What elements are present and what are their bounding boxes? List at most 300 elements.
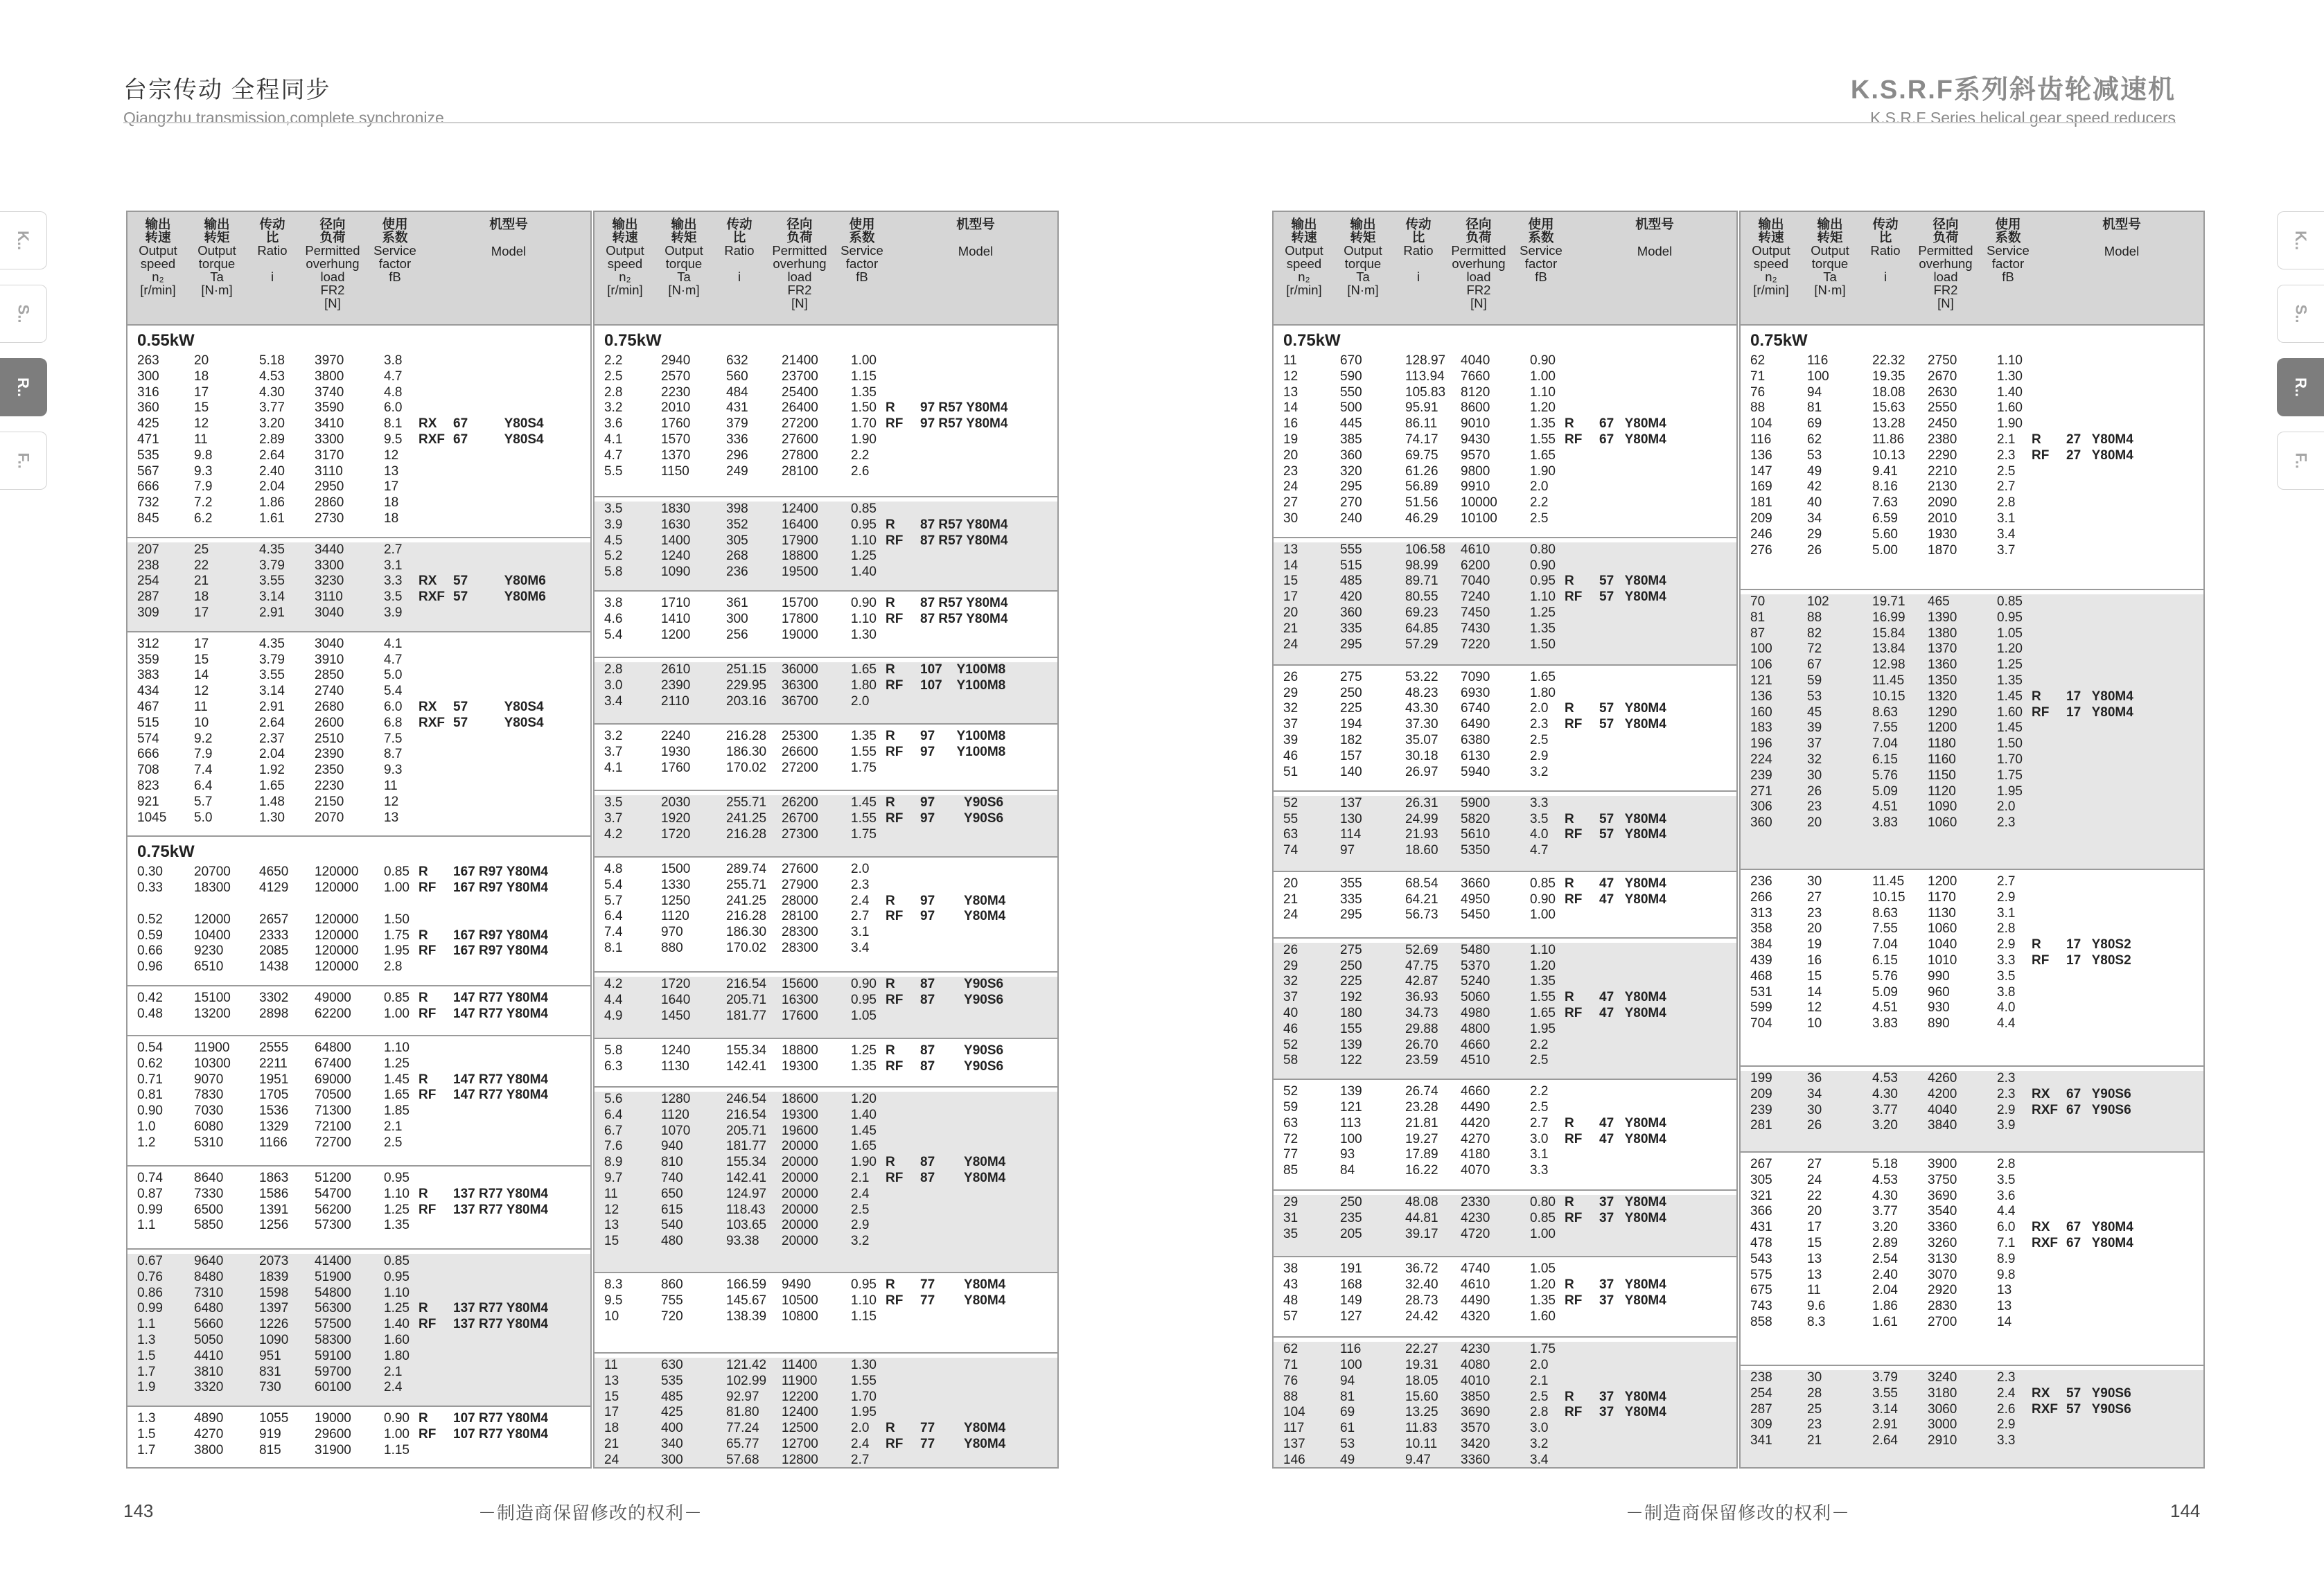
header-speed xyxy=(130,218,186,296)
column-values-c4: 465 1390 1380 1370 1360 1350 1320 1290 1200 1180 1160 1150 1120 1090 1060 xyxy=(1928,594,1957,831)
side-tab-label: K.. xyxy=(15,230,33,251)
table-section xyxy=(595,977,1057,1039)
column-values-c6: R RF xyxy=(886,977,904,1007)
column-values-c1: 207 238 254 287 309 xyxy=(137,542,159,620)
column-values-c6: R RF xyxy=(2032,689,2050,720)
header-load xyxy=(1444,218,1513,310)
column-values-c3: 289.74 255.71 241.25 216.28 186.30 170.02 xyxy=(726,862,767,955)
column-values-c3: 1863 1586 1391 1256 xyxy=(259,1170,289,1233)
table-section xyxy=(595,662,1057,725)
series-title: K.S.R.F系列斜齿轮减速机 xyxy=(1850,76,2176,105)
header-factor-en: Service factor fB xyxy=(1987,243,2030,284)
header-model-cn: 机型号 xyxy=(1635,217,1674,231)
column-values-c4: 4230 4080 4010 3850 3690 3570 3420 3360 xyxy=(1461,1342,1490,1467)
header-torque-en: Output torque Ta [N·m] xyxy=(1811,243,1849,297)
column-values-c2: 30 27 23 20 19 16 15 14 12 10 xyxy=(1807,874,1822,1031)
table-section xyxy=(1741,326,2203,590)
header-factor-cn: 使用 系数 xyxy=(1995,217,2021,245)
table-section xyxy=(1274,1261,1736,1338)
column-values-c1: 3.5 3.7 4.2 xyxy=(604,795,623,842)
side-tab-k[interactable] xyxy=(0,211,47,269)
column-values-c2: 15100 13200 xyxy=(194,990,231,1021)
side-tabs-left xyxy=(0,211,47,505)
header-load xyxy=(765,218,834,310)
column-values-c6: RX RXF xyxy=(2032,1220,2058,1250)
column-values-c4: 12400 16400 17900 18800 19500 xyxy=(782,502,818,580)
column-values-c7: 97 Y100M8 97 Y100M8 xyxy=(920,729,1006,759)
column-values-c5: 0.85 1.00 xyxy=(384,990,410,1021)
column-values-c2: 4890 4270 3800 xyxy=(194,1411,224,1457)
column-values-c6: R RF xyxy=(1565,1389,1583,1420)
column-values-c7: 67 Y90S6 67 Y90S6 xyxy=(2066,1086,2131,1117)
column-values-c5: 0.90 0.95 1.05 xyxy=(851,977,877,1023)
column-values-c1: 4.8 5.4 5.7 6.4 7.4 8.1 xyxy=(604,862,623,955)
column-values-c5: 0.90 1.00 1.15 xyxy=(384,1411,410,1457)
column-values-c5: 0.85 1.00 1.50 1.75 1.95 2.8 xyxy=(384,865,410,975)
table-section xyxy=(1741,1157,2203,1366)
column-values-c6: R RF xyxy=(419,990,437,1021)
column-values-c5: 3.8 4.7 4.8 6.0 8.1 9.5 12 13 17 18 18 xyxy=(384,353,403,526)
column-values-c4: 5900 5820 5610 5350 xyxy=(1461,795,1490,858)
column-values-c2: 670 590 550 500 445 385 360 320 295 270 240 xyxy=(1340,353,1362,526)
column-values-c2: 860 755 720 xyxy=(661,1277,683,1324)
column-values-c7: 37 Y80M4 37 Y80M4 xyxy=(1599,1195,1666,1225)
header-factor-cn: 使用 系数 xyxy=(1528,217,1554,245)
column-values-c6: RX RXF xyxy=(2032,1385,2058,1417)
column-values-c2: 1710 1410 1200 xyxy=(661,596,691,642)
header-ratio xyxy=(715,218,764,283)
header-load xyxy=(298,218,367,310)
column-values-c3: 3.79 3.55 3.14 2.91 2.64 xyxy=(1872,1370,1898,1448)
column-values-c1: 2.8 3.0 3.4 xyxy=(604,662,623,709)
column-values-c1: 5.6 6.4 6.7 7.6 8.9 9.7 11 12 13 15 xyxy=(604,1092,623,1249)
column-values-c7: 97 R57 Y80M4 97 R57 Y80M4 xyxy=(920,400,1008,432)
column-values-c1: 62 71 76 88 104 117 137 146 xyxy=(1283,1342,1305,1467)
header-torque-en: Output torque Ta [N·m] xyxy=(664,243,703,297)
header-factor-cn: 使用 系数 xyxy=(382,217,408,245)
column-values-c4: 2330 4230 4720 xyxy=(1461,1195,1490,1241)
spec-table-3 xyxy=(1272,211,1738,1469)
column-values-c7: 57 Y90S6 57 Y90S6 xyxy=(2066,1385,2131,1417)
side-tab-label: S.. xyxy=(15,304,33,323)
header-load-cn: 径向 负荷 xyxy=(319,217,346,245)
header-ratio-cn: 传动 比 xyxy=(726,217,752,245)
side-tab-r[interactable] xyxy=(0,358,47,416)
column-values-c2: 116 100 94 81 69 61 53 49 xyxy=(1340,1342,1362,1467)
column-values-c1: 0.54 0.62 0.71 0.81 0.90 1.0 1.2 xyxy=(137,1040,163,1150)
column-values-c7: 87 Y90S6 87 Y90S6 xyxy=(920,977,1004,1007)
column-values-c6: R RF xyxy=(2032,432,2050,463)
column-values-c2: 1500 1330 1250 1120 970 880 xyxy=(661,862,691,955)
header-ratio-en: Ratio i xyxy=(1403,243,1434,284)
header-model xyxy=(432,218,585,258)
table-section xyxy=(1274,1342,1736,1469)
column-values-c5: 0.90 1.10 1.30 xyxy=(851,596,877,642)
table-section xyxy=(595,729,1057,791)
column-values-c1: 70 81 87 100 106 121 136 160 183 196 224 239 271 306 360 xyxy=(1750,594,1772,831)
column-values-c3: 26.74 23.28 21.81 19.27 17.89 16.22 xyxy=(1405,1084,1438,1178)
column-values-c4: 5480 5370 5240 5060 4980 4800 4660 4510 xyxy=(1461,942,1490,1068)
table-section xyxy=(595,862,1057,973)
rights-notice-left: －制造商保留修改的权利－ xyxy=(478,1502,703,1523)
column-values-c7: 57 Y80M6 57 Y80M6 xyxy=(453,574,546,605)
rights-notice-right: －制造商保留修改的权利－ xyxy=(1626,1502,1851,1523)
column-values-c4: 3440 3300 3230 3110 3040 xyxy=(315,542,344,620)
spec-table-2 xyxy=(593,211,1059,1469)
column-values-c3: 19.71 16.99 15.84 13.84 12.98 11.45 10.15 8.63 7.55 7.04 6.15 5.76 5.09 4.51 3.83 xyxy=(1872,594,1905,831)
header-speed-cn: 输出 转速 xyxy=(1758,217,1784,245)
column-values-c1: 3.5 3.9 4.5 5.2 5.8 xyxy=(604,502,623,580)
header-torque-cn: 输出 转矩 xyxy=(1817,217,1843,245)
column-values-c6: R RF xyxy=(886,596,904,626)
column-values-c3: 53.22 48.23 43.30 37.30 35.07 30.18 26.97 xyxy=(1405,669,1438,779)
column-values-c2: 102 88 82 72 67 59 53 45 39 37 32 30 26 23 20 xyxy=(1807,594,1829,831)
column-values-c4: 15700 17800 19000 xyxy=(782,596,818,642)
column-values-c6: RX RXF xyxy=(419,574,445,605)
side-tab-s[interactable] xyxy=(0,285,47,343)
column-values-c7: 17 Y80S2 17 Y80S2 xyxy=(2066,937,2131,968)
header-model-cn: 机型号 xyxy=(489,217,528,231)
column-values-c6: R RF xyxy=(1565,811,1583,842)
column-values-c5: 0.85 0.95 1.10 1.25 1.40 xyxy=(851,502,877,580)
side-tabs-right xyxy=(2277,211,2324,505)
column-values-c2: 11900 10300 9070 7830 7030 6080 5310 xyxy=(194,1040,231,1150)
column-values-c4: 64800 67400 69000 70500 71300 72100 72700 xyxy=(315,1040,351,1150)
header-model-en: Model xyxy=(2104,244,2140,258)
header-load-en: Permitted overhung load FR2 [N] xyxy=(1918,243,1973,310)
column-values-c6: R RF xyxy=(1565,416,1583,447)
column-values-c4: 27600 27900 28000 28100 28300 28300 xyxy=(782,862,818,955)
header-left xyxy=(123,71,444,127)
column-values-c1: 11 13 15 17 18 21 24 xyxy=(604,1358,619,1467)
column-values-c6: R RF xyxy=(886,893,904,924)
column-values-c5: 1.65 1.80 2.0 2.3 2.5 2.9 3.2 xyxy=(1530,669,1556,779)
header-torque-cn: 输出 转矩 xyxy=(1350,217,1376,245)
column-values-c6: R RF xyxy=(886,1043,904,1074)
column-values-c7: 27 Y80M4 27 Y80M4 xyxy=(2066,432,2133,463)
header-torque xyxy=(1802,218,1858,296)
header-load-en: Permitted overhung load FR2 [N] xyxy=(772,243,827,310)
column-values-c7: 137 R77 Y80M4 137 R77 Y80M4 xyxy=(453,1186,548,1217)
column-values-c4: 11400 11900 12200 12400 12500 12700 12800 xyxy=(782,1358,818,1467)
header-load-cn: 径向 负荷 xyxy=(786,217,813,245)
column-values-c2: 25 22 21 18 17 xyxy=(194,542,209,620)
column-values-c6: R RF xyxy=(886,517,904,548)
column-values-c5: 2.8 3.5 3.6 4.4 6.0 7.1 8.9 9.8 13 13 14 xyxy=(1997,1157,2016,1329)
column-values-c5: 4.1 4.7 5.0 5.4 6.0 6.8 7.5 8.7 9.3 11 12 13 xyxy=(384,636,403,825)
column-values-c3: 255.71 241.25 216.28 xyxy=(726,795,767,842)
column-values-c3: 2073 1839 1598 1397 1226 1090 951 831 730 xyxy=(259,1253,289,1395)
brand-slogan-en: Qiangzhu transmission,complete synchronize xyxy=(123,109,444,127)
column-values-c2: 355 335 295 xyxy=(1340,876,1362,923)
header-torque-en: Output torque Ta [N·m] xyxy=(197,243,236,297)
column-values-c1: 199 209 239 281 xyxy=(1750,1071,1772,1133)
column-values-c5: 0.95 1.10 1.25 1.35 xyxy=(384,1170,410,1233)
column-values-c5: 0.85 0.95 1.10 1.25 1.40 1.60 1.80 2.1 2.4 xyxy=(384,1253,410,1395)
side-tab-f[interactable] xyxy=(0,432,47,490)
column-values-c4: 3040 3910 2850 2740 2680 2600 2510 2390 2350 2230 2150 2070 xyxy=(315,636,344,825)
column-values-c6: R RF xyxy=(886,1155,904,1185)
table-header xyxy=(1274,212,1736,326)
header-factor-en: Service factor fB xyxy=(1520,243,1562,284)
side-tab-r[interactable] xyxy=(2277,358,2324,416)
table-section xyxy=(1274,1195,1736,1257)
column-values-c3: 26.31 24.99 21.93 18.60 xyxy=(1405,795,1438,858)
column-values-c7: 57 Y80M4 57 Y80M4 xyxy=(1599,701,1666,732)
table-section xyxy=(595,326,1057,497)
column-values-c6: R RF xyxy=(419,1186,437,1217)
column-values-c2: 30 28 25 23 21 xyxy=(1807,1370,1822,1448)
column-values-c2: 275 250 225 192 180 155 139 122 xyxy=(1340,942,1362,1068)
header-load-en: Permitted overhung load FR2 [N] xyxy=(305,243,360,310)
column-values-c5: 1.05 1.20 1.35 1.60 xyxy=(1530,1261,1556,1324)
header-right xyxy=(1851,68,2176,127)
column-values-c4: 15600 16300 17600 xyxy=(782,977,818,1023)
side-tab-k[interactable] xyxy=(2277,211,2324,269)
header-model-en: Model xyxy=(491,244,527,258)
table-section xyxy=(127,991,590,1036)
column-values-c2: 250 235 205 xyxy=(1340,1195,1362,1241)
header-speed-en: Output speed n₂ [r/min] xyxy=(606,243,644,297)
column-values-c1: 11 12 13 14 16 19 20 23 24 27 30 xyxy=(1283,353,1299,526)
column-values-c6: R RF xyxy=(1565,876,1583,907)
column-values-c1: 5.8 6.3 xyxy=(604,1043,623,1074)
column-values-c3: 68.54 64.21 56.73 xyxy=(1405,876,1438,923)
side-tab-label: F.. xyxy=(2292,452,2310,469)
column-values-c1: 62 71 76 88 104 116 136 147 169 181 209 246 276 xyxy=(1750,353,1772,558)
column-values-c7: 47 Y80M4 47 Y80M4 xyxy=(1599,876,1666,907)
page-number-left: 143 xyxy=(123,1500,154,1521)
header-speed xyxy=(1276,218,1332,296)
column-values-c7: 167 R97 Y80M4 167 R97 Y80M4 167 R97 Y80M4 167 R97 Y80M4 xyxy=(453,865,548,959)
column-values-c7: 57 Y80M4 57 Y80M4 xyxy=(1599,574,1666,605)
column-values-c3: 4.35 3.79 3.55 3.14 2.91 xyxy=(259,542,285,620)
column-values-c6: R RF xyxy=(1565,1277,1583,1308)
column-values-c5: 0.80 0.85 1.00 xyxy=(1530,1195,1556,1241)
header-load-cn: 径向 负荷 xyxy=(1465,217,1492,245)
column-values-c1: 0.74 0.87 0.99 1.1 xyxy=(137,1170,163,1233)
column-values-c7: 107 R77 Y80M4 107 R77 Y80M4 xyxy=(453,1411,548,1442)
column-values-c3: 3302 2898 xyxy=(259,990,289,1021)
column-values-c5: 2.7 2.9 3.1 2.8 2.9 3.3 3.5 3.8 4.0 4.4 xyxy=(1997,874,2016,1031)
column-values-c5: 2.0 2.3 2.4 2.7 3.1 3.4 xyxy=(851,862,870,955)
column-values-c7: 47 Y80M4 47 Y80M4 xyxy=(1599,990,1666,1020)
column-values-c1: 267 305 321 366 431 478 543 575 675 743 858 xyxy=(1750,1157,1772,1329)
column-values-c7: 67 Y80S4 67 Y80S4 xyxy=(453,416,544,447)
column-values-c5: 1.75 2.0 2.1 2.5 2.8 3.0 3.2 3.4 xyxy=(1530,1342,1556,1467)
header-speed-en: Output speed n₂ [r/min] xyxy=(1752,243,1790,297)
header-factor xyxy=(1513,218,1569,283)
table-section xyxy=(595,596,1057,658)
column-values-c5: 3.3 3.5 4.0 4.7 xyxy=(1530,795,1549,858)
column-values-c3: 361 300 256 xyxy=(726,596,748,642)
side-tab-s[interactable] xyxy=(2277,285,2324,343)
header-model-cn: 机型号 xyxy=(956,217,995,231)
column-values-c5: 0.85 0.95 1.05 1.20 1.25 1.35 1.45 1.60 1.45 1.50 1.70 1.75 1.95 2.0 2.3 xyxy=(1997,594,2023,831)
column-values-c2: 1720 1640 1450 xyxy=(661,977,691,1023)
column-values-c1: 263 300 316 360 425 471 535 567 666 732 845 xyxy=(137,353,159,526)
column-values-c4: 36000 36300 36700 xyxy=(782,662,818,709)
header-ratio-cn: 传动 比 xyxy=(1872,217,1899,245)
column-values-c1: 13 14 15 17 20 21 24 xyxy=(1283,542,1299,652)
column-values-c5: 0.90 1.00 1.10 1.20 1.35 1.55 1.65 1.90 2.0 2.2 2.5 xyxy=(1530,353,1556,526)
header-ratio xyxy=(1394,218,1443,283)
column-values-c3: 1055 919 815 xyxy=(259,1411,289,1457)
header-speed-en: Output speed n₂ [r/min] xyxy=(1285,243,1323,297)
table-section xyxy=(127,1171,590,1250)
column-values-c6: R RF xyxy=(886,400,904,432)
header-torque-en: Output torque Ta [N·m] xyxy=(1344,243,1382,297)
header-model-en: Model xyxy=(1637,244,1673,258)
column-values-c5: 1.30 1.55 1.70 1.95 2.0 2.4 2.7 xyxy=(851,1358,877,1467)
header-torque-cn: 输出 转矩 xyxy=(671,217,697,245)
table-section xyxy=(127,1040,590,1167)
column-values-c1: 3.8 4.6 5.4 xyxy=(604,596,623,642)
column-values-c2: 630 535 485 425 400 340 300 xyxy=(661,1358,683,1467)
column-values-c5: 1.00 1.15 1.35 1.50 1.70 1.90 2.2 2.6 xyxy=(851,353,877,479)
column-values-c5: 1.10 1.20 1.35 1.55 1.65 1.95 2.2 2.5 xyxy=(1530,942,1556,1068)
column-values-c6: R RF xyxy=(886,729,904,759)
column-values-c5: 2.3 2.4 2.6 2.9 3.3 xyxy=(1997,1370,2016,1448)
header-ratio xyxy=(1861,218,1910,283)
table-section xyxy=(595,1043,1057,1088)
header-divider xyxy=(123,122,2176,123)
column-values-c2: 20700 18300 12000 10400 9230 6510 xyxy=(194,865,231,975)
column-values-c7: 87 Y90S6 87 Y90S6 xyxy=(920,1043,1004,1074)
column-values-c6: R RF xyxy=(886,662,904,693)
header-model-en: Model xyxy=(958,244,994,258)
header-torque-cn: 输出 转矩 xyxy=(204,217,230,245)
column-values-c7: 97 Y80M4 97 Y80M4 xyxy=(920,893,1006,924)
header-load-cn: 径向 负荷 xyxy=(1933,217,1959,245)
table-header xyxy=(127,212,590,326)
column-values-c2: 139 121 113 100 93 84 xyxy=(1340,1084,1362,1178)
column-values-c1: 3.2 3.7 4.1 xyxy=(604,729,623,775)
column-values-c4: 4260 4200 4040 3840 xyxy=(1928,1071,1957,1133)
side-tab-label: K.. xyxy=(2292,230,2310,251)
column-values-c3: 632 560 484 431 379 336 296 249 xyxy=(726,353,748,479)
power-label: 0.55kW xyxy=(137,331,195,350)
table-section xyxy=(595,1277,1057,1354)
header-torque xyxy=(1335,218,1391,296)
column-values-c4: 7090 6930 6740 6490 6380 6130 5940 xyxy=(1461,669,1490,779)
column-values-c4: 18800 19300 xyxy=(782,1043,818,1074)
column-values-c3: 128.97 113.94 105.83 95.91 86.11 74.17 69.75 61.26 56.89 51.56 46.29 xyxy=(1405,353,1446,526)
column-values-c6: R RF R RF xyxy=(419,865,437,959)
column-values-c5: 1.10 1.25 1.45 1.65 1.85 2.1 2.5 xyxy=(384,1040,410,1150)
series-title-en: K.S.R.F Series helical gear speed reducers xyxy=(1869,109,2176,127)
column-values-c4: 49000 62200 xyxy=(315,990,351,1021)
side-tab-f[interactable] xyxy=(2277,432,2324,490)
column-values-c4: 3240 3180 3060 3000 2910 xyxy=(1928,1370,1957,1448)
header-torque xyxy=(188,218,245,296)
column-values-c4: 26200 26700 27300 xyxy=(782,795,818,842)
header-torque xyxy=(655,218,712,296)
column-values-c3: 398 352 305 268 236 xyxy=(726,502,748,580)
column-values-c5: 0.80 0.90 0.95 1.10 1.25 1.35 1.50 xyxy=(1530,542,1556,652)
column-values-c5: 1.10 1.30 1.40 1.60 1.90 2.1 2.3 2.5 2.7 2.8 3.1 3.4 3.7 xyxy=(1997,353,2023,558)
column-values-c5: 2.3 2.3 2.9 3.9 xyxy=(1997,1071,2016,1133)
table-section xyxy=(127,1411,590,1469)
column-values-c2: 2030 1920 1720 xyxy=(661,795,691,842)
column-values-c2: 36 34 30 26 xyxy=(1807,1071,1822,1133)
column-values-c1: 26 29 32 37 40 46 52 58 xyxy=(1283,942,1299,1068)
header-ratio-cn: 传动 比 xyxy=(259,217,285,245)
header-factor-cn: 使用 系数 xyxy=(849,217,875,245)
column-values-c7: 77 Y80M4 77 Y80M4 xyxy=(920,1277,1006,1308)
power-label: 0.75kW xyxy=(137,842,195,862)
column-values-c7: 57 Y80M4 57 Y80M4 xyxy=(1599,811,1666,842)
side-tab-label: S.. xyxy=(2292,304,2310,323)
column-values-c3: 216.54 205.71 181.77 xyxy=(726,977,767,1023)
column-values-c3: 52.69 47.75 42.87 36.93 34.73 29.88 26.70 23.59 xyxy=(1405,942,1438,1068)
column-values-c4: 3660 4950 5450 xyxy=(1461,876,1490,923)
column-values-c1: 0.42 0.48 xyxy=(137,990,163,1021)
column-values-c3: 121.42 102.99 92.97 81.80 77.24 65.77 57.68 xyxy=(726,1358,767,1467)
column-values-c1: 38 43 48 57 xyxy=(1283,1261,1299,1324)
column-values-c2: 20 18 17 15 12 11 9.8 9.3 7.9 7.2 6.2 xyxy=(194,353,213,526)
header-model-cn: 机型号 xyxy=(2102,217,2141,231)
column-values-c5: 1.35 1.55 1.75 xyxy=(851,729,877,775)
column-values-c6: RX RXF xyxy=(419,416,445,447)
header-speed-cn: 输出 转速 xyxy=(145,217,171,245)
column-values-c5: 1.20 1.40 1.45 1.65 1.90 2.1 2.4 2.5 2.9 3.2 xyxy=(851,1092,877,1249)
header-speed-cn: 输出 转速 xyxy=(612,217,638,245)
column-values-c1: 0.30 0.33 0.52 0.59 0.66 0.96 xyxy=(137,865,163,975)
header-factor-en: Service factor fB xyxy=(840,243,883,284)
header-factor-en: Service factor fB xyxy=(373,243,416,284)
column-values-c2: 1240 1130 xyxy=(661,1043,691,1074)
table-section xyxy=(1274,1084,1736,1191)
column-values-c6: R RF xyxy=(1565,990,1583,1020)
header-ratio-en: Ratio i xyxy=(724,243,755,284)
power-label: 0.75kW xyxy=(604,331,662,350)
column-values-c7: 87 R57 Y80M4 87 R57 Y80M4 xyxy=(920,517,1008,548)
column-values-c7: 87 Y80M4 87 Y80M4 xyxy=(920,1155,1006,1185)
table-section xyxy=(1274,326,1736,538)
header-load xyxy=(1911,218,1980,310)
column-values-c3: 4.35 3.79 3.55 3.14 2.91 2.64 2.37 2.04 1.92 1.65 1.48 1.30 xyxy=(259,636,285,825)
column-values-c4: 21400 23700 25400 26400 27200 27600 27800 28100 xyxy=(782,353,818,479)
table-header xyxy=(595,212,1057,326)
column-values-c1: 1.3 1.5 1.7 xyxy=(137,1411,156,1457)
column-values-c4: 4660 4490 4420 4270 4180 4070 xyxy=(1461,1084,1490,1178)
column-values-c4: 4610 6200 7040 7240 7450 7430 7220 xyxy=(1461,542,1490,652)
column-values-c6: R RF xyxy=(1565,1115,1583,1146)
side-tab-label: R.. xyxy=(15,377,33,398)
table-section xyxy=(1274,943,1736,1080)
column-values-c3: 106.58 98.99 89.71 80.55 69.23 64.85 57.29 xyxy=(1405,542,1446,652)
column-values-c1: 20 21 24 xyxy=(1283,876,1299,923)
column-values-c2: 275 250 225 194 182 157 140 xyxy=(1340,669,1362,779)
column-values-c2: 27 24 22 20 17 15 13 13 11 9.6 8.3 xyxy=(1807,1157,1826,1329)
header-speed xyxy=(597,218,653,296)
table-section xyxy=(1274,670,1736,792)
column-values-c3: 4.53 4.30 3.77 3.20 xyxy=(1872,1071,1898,1133)
column-values-c5: 1.65 1.80 2.0 xyxy=(851,662,877,709)
column-values-c3: 166.59 145.67 138.39 xyxy=(726,1277,767,1324)
column-values-c6: R RF xyxy=(1565,574,1583,605)
column-values-c2: 555 515 485 420 360 335 295 xyxy=(1340,542,1362,652)
column-values-c4: 3900 3750 3690 3540 3360 3260 3130 3070 2920 2830 2700 xyxy=(1928,1157,1957,1329)
column-values-c7: 17 Y80M4 17 Y80M4 xyxy=(2066,689,2133,720)
column-values-c1: 238 254 287 309 341 xyxy=(1750,1370,1772,1448)
table-section xyxy=(127,837,590,986)
header-model xyxy=(2045,218,2198,258)
column-values-c4: 4740 4610 4490 4320 xyxy=(1461,1261,1490,1324)
column-values-c7: 107 Y100M8 107 Y100M8 xyxy=(920,662,1006,693)
table-header xyxy=(1741,212,2203,326)
